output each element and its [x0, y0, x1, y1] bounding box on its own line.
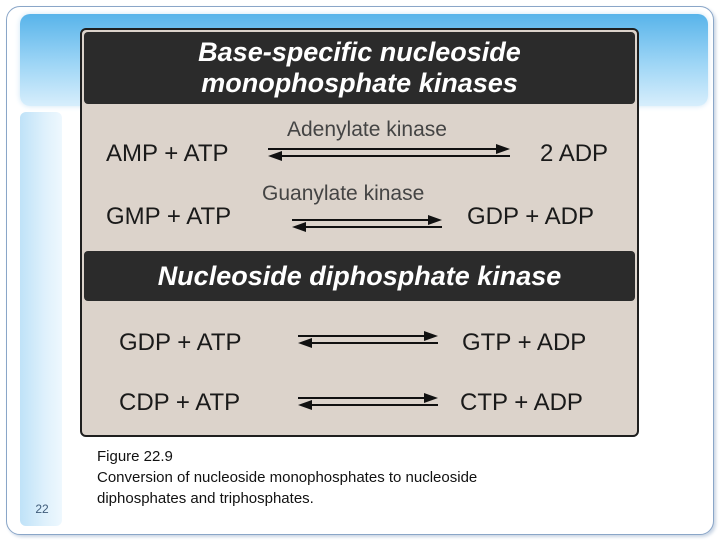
reaction-2-products: GDP + ADP — [467, 203, 594, 230]
reaction-4-reactants: CDP + ATP — [119, 389, 241, 416]
heading-line-1: Base-specific nucleoside — [198, 37, 521, 67]
nucleoside-diphosphate-kinase-heading: Nucleoside diphosphate kinase — [84, 251, 635, 301]
heading-line-2: monophosphate kinases — [201, 68, 518, 98]
reaction-1-enzyme: Adenylate kinase — [287, 118, 447, 141]
reaction-1-products: 2 ADP — [540, 140, 609, 167]
caption-label: Figure 22.9 — [97, 448, 173, 465]
slide-side-band — [20, 112, 62, 526]
equilibrium-arrow-4 — [298, 393, 438, 410]
slide-number: 22 — [35, 502, 49, 516]
figure-panel — [80, 28, 639, 437]
equilibrium-arrow-3 — [298, 331, 438, 348]
caption-text-line-2: diphosphates and triphosphates. — [97, 490, 314, 507]
reaction-3-reactants: GDP + ATP — [119, 329, 242, 356]
figure-caption — [97, 446, 617, 509]
reaction-4-products: CTP + ADP — [460, 389, 583, 416]
equilibrium-arrow-2 — [292, 215, 442, 232]
reaction-2-reactants: GMP + ATP — [106, 203, 232, 230]
reaction-1-reactants: AMP + ATP — [106, 140, 229, 167]
reaction-3-products: GTP + ADP — [462, 329, 587, 356]
equilibrium-arrows — [82, 30, 639, 437]
equilibrium-arrow-1 — [268, 144, 510, 161]
reaction-2-enzyme: Guanylate kinase — [262, 182, 425, 205]
caption-text-line-1: Conversion of nucleoside monophosphates to nucleoside — [97, 469, 478, 486]
